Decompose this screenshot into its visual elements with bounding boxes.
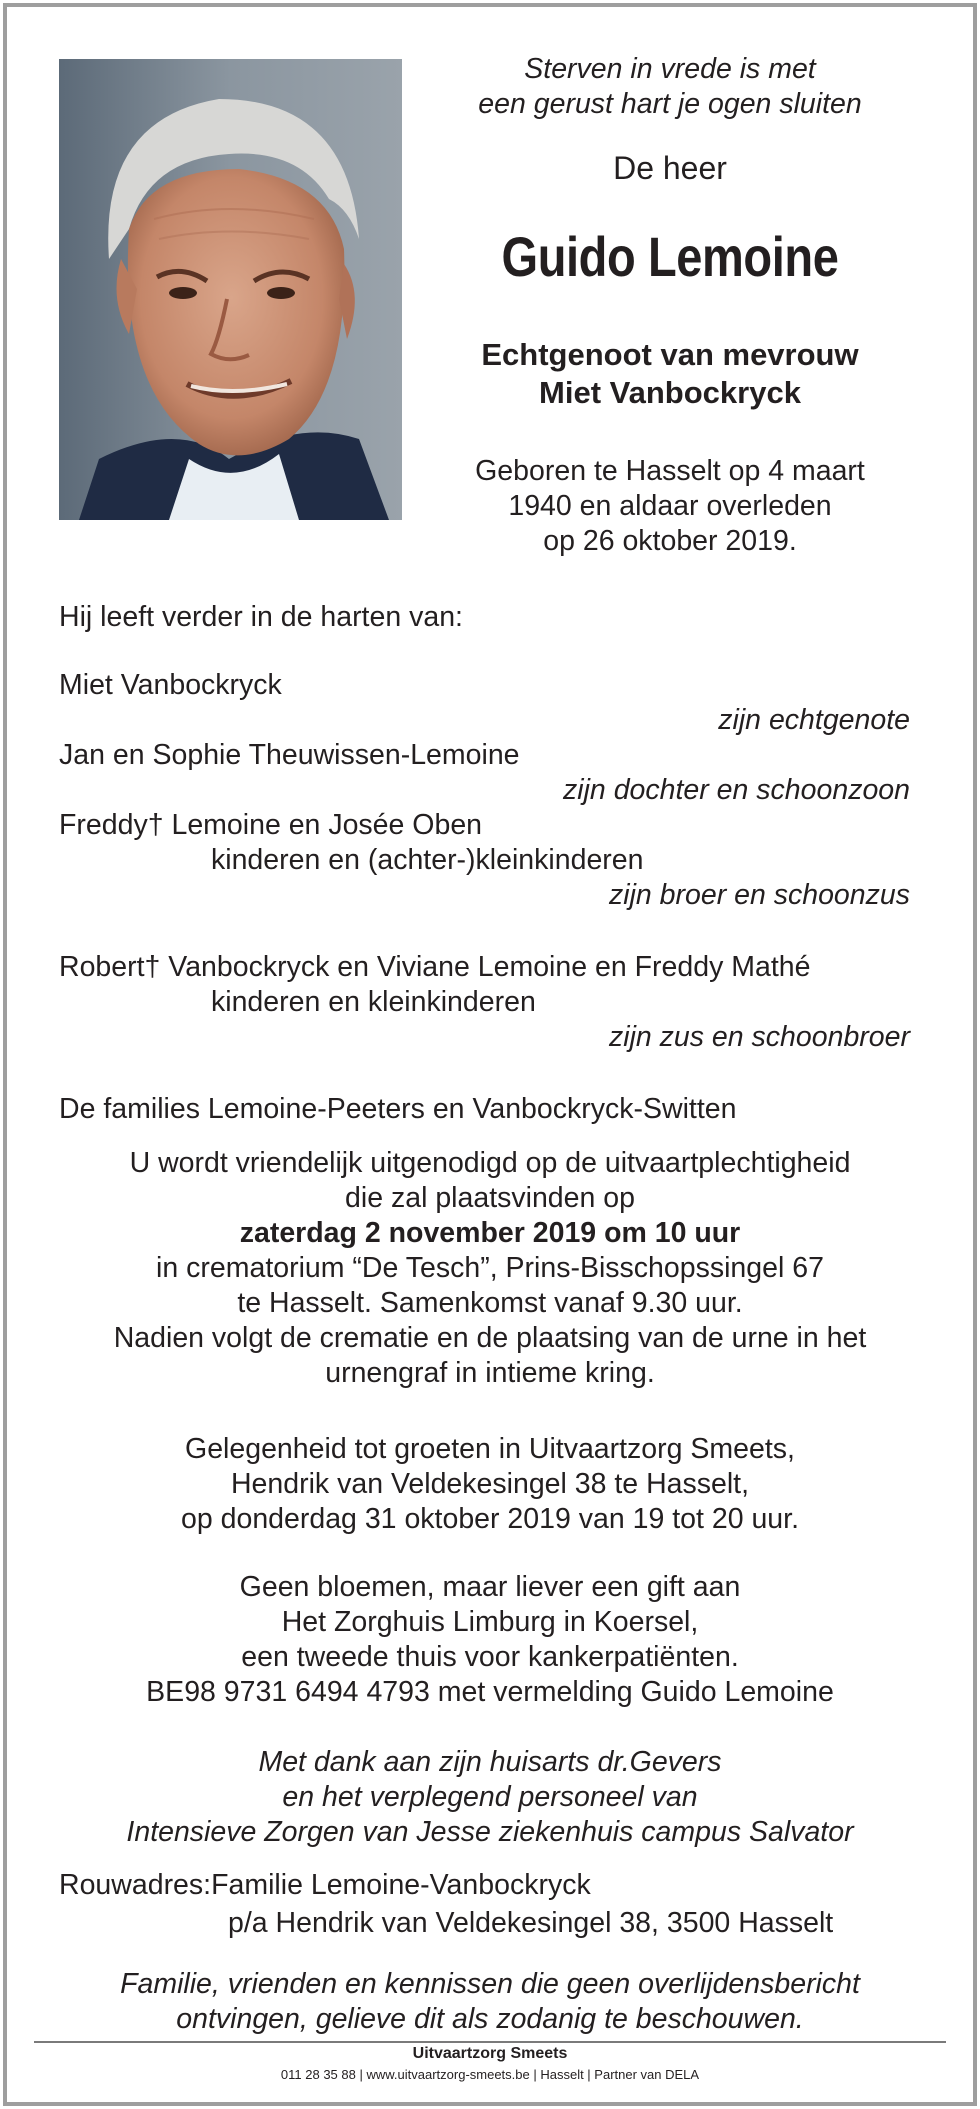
mourner-name: Jan en Sophie Theuwissen-Lemoine — [59, 739, 520, 771]
visitation-line: Gelegenheid tot groeten in Uitvaartzorg Smeets, — [185, 1433, 795, 1465]
thanks-line: Intensieve Zorgen van Jesse ziekenhuis campus Salvator — [126, 1816, 854, 1848]
notice — [60, 1967, 920, 2037]
mourner-relation: zijn echtgenote — [718, 704, 910, 736]
funeral-date: zaterdag 2 november 2019 om 10 uur — [239, 1217, 741, 1249]
portrait-photo — [59, 59, 402, 520]
visitation-line: Hendrik van Veldekesingel 38 te Hasselt, — [230, 1468, 750, 1500]
thanks-line: Met dank aan zijn huisarts dr.Gevers — [258, 1746, 722, 1778]
mourner-descendants: kinderen en kleinkinderen — [211, 986, 536, 1018]
mourning-address-label: Rouwadres:Familie Lemoine-Vanbockryck — [59, 1869, 591, 1901]
families-line: De families Lemoine-Peeters en Vanbockryck-Switten — [59, 1093, 737, 1125]
footer-company: Uitvaartzorg Smeets — [412, 2045, 568, 2062]
visitation-info — [60, 1432, 920, 1537]
thanks-note — [60, 1745, 920, 1850]
footer-divider — [34, 2041, 946, 2043]
mourner-name: Miet Vanbockryck — [59, 669, 282, 701]
invitation-line: U wordt vriendelijk uitgenodigd op de uitvaartplechtigheid — [129, 1147, 851, 1179]
mourning-address-street: p/a Hendrik van Veldekesingel 38, 3500 Hasselt — [228, 1907, 834, 1939]
invitation-line: die zal plaatsvinden op — [345, 1182, 635, 1214]
birth-line: op 26 oktober 2019. — [543, 525, 797, 557]
donation-line: Geen bloemen, maar liever een gift aan — [239, 1571, 741, 1603]
mourner-relation: zijn broer en schoonzus — [608, 879, 910, 911]
honorific: De heer — [613, 150, 727, 186]
bank-account-line: BE98 9731 6494 4793 met vermelding Guido Lemoine — [146, 1676, 834, 1708]
motto-line: een gerust hart je ogen sluiten — [478, 88, 862, 120]
motto-line: Sterven in vrede is met — [524, 53, 816, 85]
donation-info — [60, 1570, 920, 1710]
birth-death-info — [440, 454, 900, 559]
mourner-relation: zijn zus en schoonbroer — [608, 1021, 910, 1053]
invitation-line: urnengraf in intieme kring. — [325, 1357, 655, 1389]
notice-line: Familie, vrienden en kennissen die geen overlijdensbericht — [120, 1968, 860, 2000]
mourner-name: Robert† Vanbockryck en Viviane Lemoine en Freddy Mathé — [59, 951, 811, 983]
invitation-line: te Hasselt. Samenkomst vanaf 9.30 uur. — [237, 1287, 743, 1319]
mourner-descendants: kinderen en (achter-)kleinkinderen — [211, 844, 644, 876]
mourner-relation: zijn dochter en schoonzoon — [563, 774, 910, 806]
mourners-intro: Hij leeft verder in de harten van: — [59, 601, 463, 633]
donation-line: Het Zorghuis Limburg in Koersel, — [281, 1606, 699, 1638]
footer-details: 011 28 35 88 | www.uitvaartzorg-smeets.be | Hasselt | Partner van DELA — [280, 2067, 700, 2082]
donation-line: een tweede thuis voor kankerpatiënten. — [241, 1641, 739, 1673]
spouse-heading — [440, 336, 900, 412]
mourner-name: Freddy† Lemoine en Josée Oben — [59, 809, 483, 841]
birth-line: Geboren te Hasselt op 4 maart — [475, 455, 865, 487]
thanks-line: en het verplegend personeel van — [282, 1781, 698, 1813]
invitation-line: Nadien volgt de crematie en de plaatsing van de urne in het — [113, 1322, 867, 1354]
motto — [440, 52, 900, 122]
birth-line: 1940 en aldaar overleden — [508, 490, 832, 522]
deceased-name: Guido Lemoine — [501, 225, 839, 288]
notice-line: ontvingen, gelieve dit als zodanig te beschouwen. — [176, 2003, 804, 2035]
spouse-line: Echtgenoot van mevrouw — [481, 337, 859, 372]
funeral-invitation — [60, 1146, 920, 1391]
invitation-line: in crematorium “De Tesch”, Prins-Bisschopssingel 67 — [156, 1252, 824, 1284]
visitation-line: op donderdag 31 oktober 2019 van 19 tot 20 uur. — [181, 1503, 799, 1535]
spouse-line: Miet Vanbockryck — [539, 375, 801, 410]
